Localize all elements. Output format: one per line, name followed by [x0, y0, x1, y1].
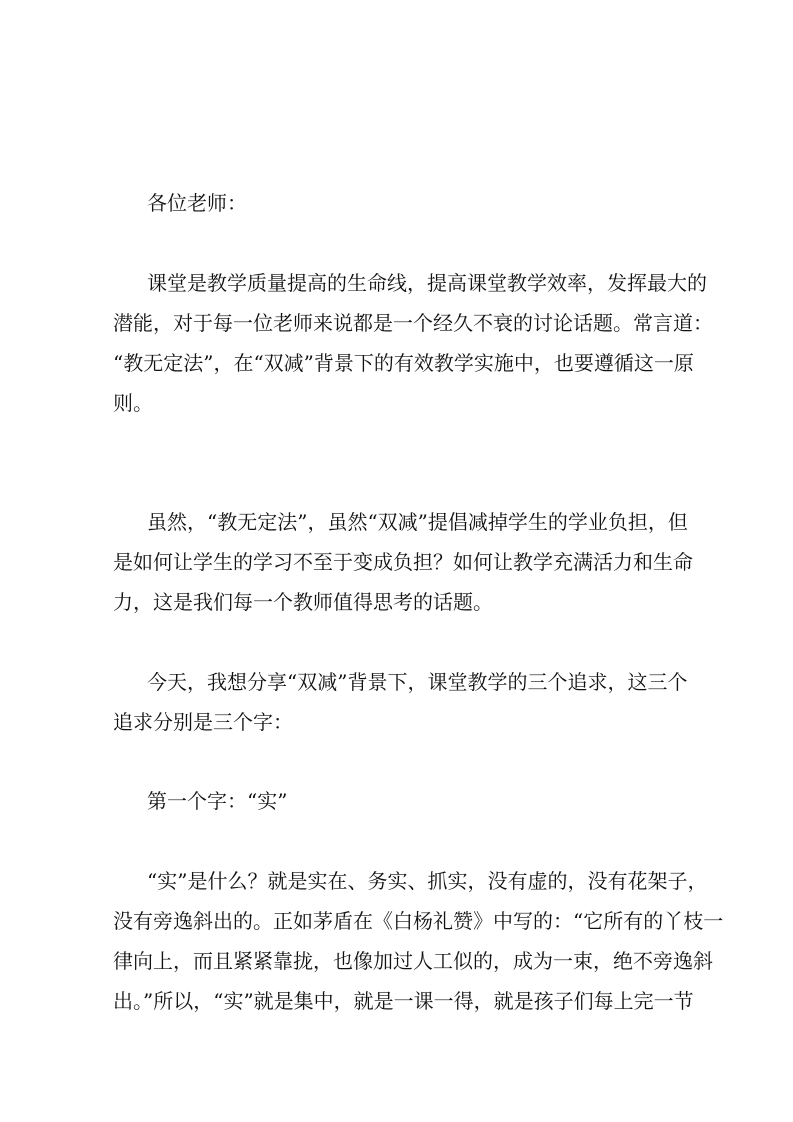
text-line: 出。”所以，“实”就是集中，就是一课一得，就是孩子们每上完一节 — [113, 989, 694, 1013]
text-line: 律向上，而且紧紧靠拢，也像加过人工似的，成为一束，绝不旁逸斜 — [113, 949, 713, 973]
text-line: 课堂是教学质量提高的生命线，提高课堂教学效率，发挥最大的 — [147, 271, 707, 295]
text-line: 第一个字：“实” — [147, 789, 288, 813]
salutation — [113, 183, 680, 223]
paragraph-2 — [113, 502, 693, 622]
text-line: 力，这是我们每一个教师值得思考的话题。 — [113, 590, 493, 614]
text-line: “实”是什么？就是实在、务实、抓实，没有虚的，没有花架子， — [147, 869, 708, 893]
text-line: 没有旁逸斜出的。正如茅盾在《白杨礼赞》中写的：“它所有的丫枝一 — [113, 909, 724, 933]
salutation-text: 各位老师： — [147, 191, 247, 215]
paragraph-1 — [113, 263, 713, 423]
text-line: 追求分别是三个字： — [113, 710, 293, 734]
paragraph-3 — [113, 662, 688, 742]
text-line: 今天，我想分享“双减”背景下，课堂教学的三个追求，这三个 — [147, 670, 688, 694]
text-line: “教无定法”，在“双减”背景下的有效教学实施中，也要遵循这一原 — [113, 351, 694, 375]
text-line: 虽然，“教无定法”，虽然“双减”提倡减掉学生的学业负担，但 — [147, 510, 688, 534]
text-line: 潜能，对于每一位老师来说都是一个经久不衰的讨论话题。常言道： — [113, 311, 713, 335]
paragraph-5 — [113, 861, 724, 1021]
text-line: 是如何让学生的学习不至于变成负担？如何让教学充满活力和生命 — [113, 550, 693, 574]
text-line: 则。 — [113, 391, 153, 415]
heading-first-word — [113, 781, 680, 821]
